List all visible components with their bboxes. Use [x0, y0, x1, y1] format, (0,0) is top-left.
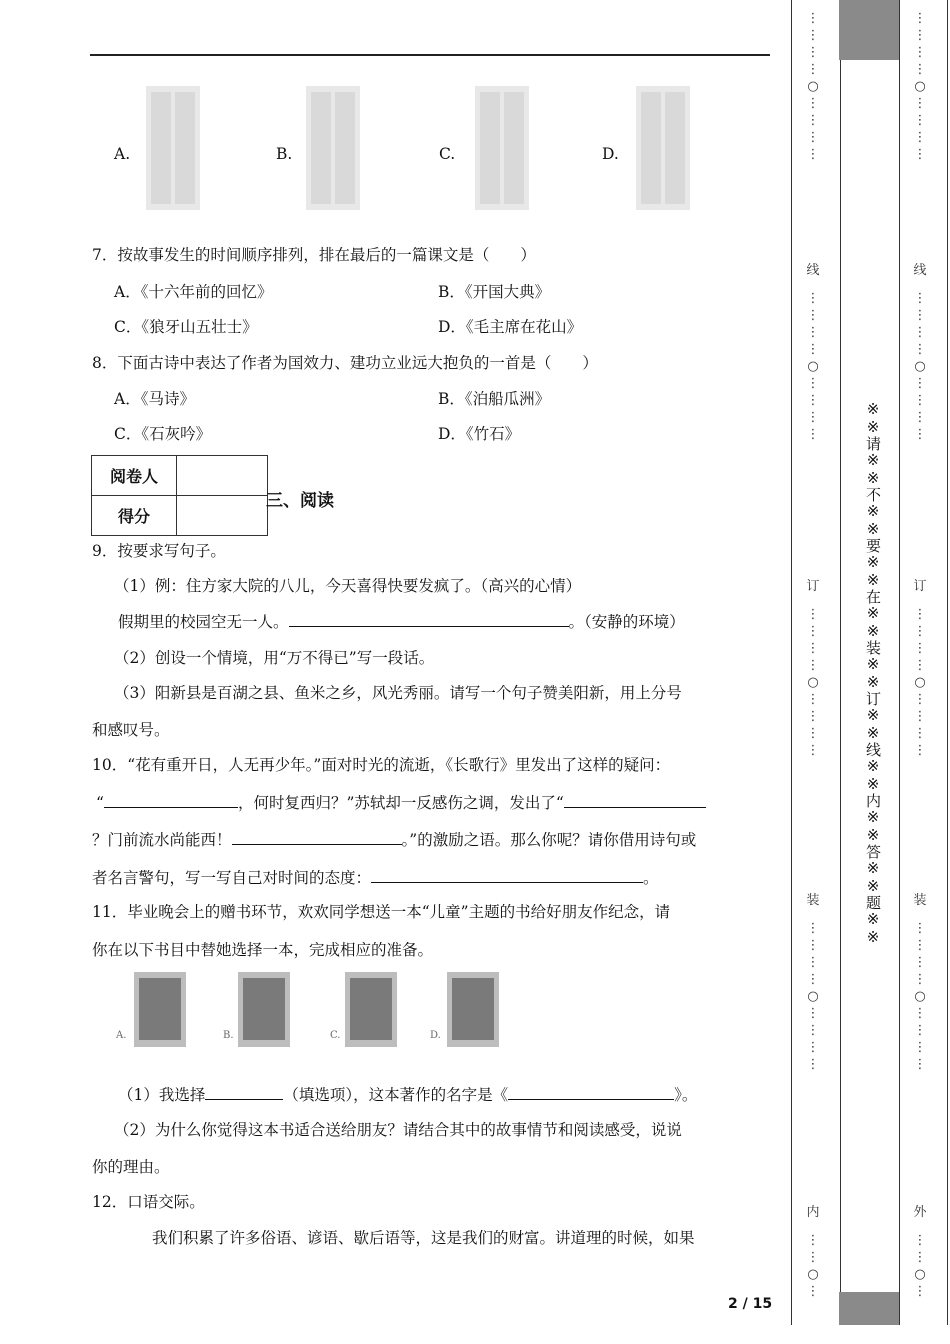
- section-title: 三、阅读: [266, 491, 334, 511]
- q7-option-a: A．《十六年前的回忆》: [114, 283, 273, 301]
- q12-paragraph: 我们积累了许多俗语、谚语、歇后语等，这是我们的财富。讲道理的时候，如果: [152, 1229, 695, 1247]
- q7-option-b: B．《开国大典》: [438, 283, 551, 301]
- q8-stem: 8．下面古诗中表达了作者为国效力、建功立业远大抱负的一首是（ ）: [92, 354, 598, 372]
- q10-quote-open: “: [96, 794, 104, 812]
- gray-cap-top: [839, 0, 899, 60]
- dots-left-5: ⋮ ⋮ ○ ⋮: [806, 1233, 820, 1299]
- gray-cap-bottom: [839, 1292, 899, 1325]
- q9-sub1-blank[interactable]: [289, 612, 569, 627]
- binding-mark-left-2: 装: [806, 893, 820, 908]
- calligraphy-image-a: [146, 86, 200, 210]
- q9-sub1-prompt: 假期里的校园空无一人。: [118, 613, 289, 631]
- dots-left-3: ⋮ ⋮ ⋮ ⋮ ○ ⋮ ⋮ ⋮ ⋮: [806, 607, 820, 758]
- book-image-c: [345, 972, 397, 1047]
- q11-part1-pre: （1）我选择: [118, 1086, 206, 1104]
- q10-line3-pre: ？门前流水尚能西！: [92, 831, 232, 849]
- q9-sub2: （2）创设一个情境，用“万不得已”写一段话。: [114, 649, 435, 667]
- book-label-c: C.: [330, 1030, 341, 1041]
- q6-option-c-label: C.: [439, 145, 456, 163]
- dots-right-5: ⋮ ⋮ ○ ⋮: [913, 1233, 927, 1299]
- q9-stem: 9．按要求写句子。: [92, 542, 226, 560]
- q11-line2: 你在以下书目中替她选择一本，完成相应的准备。: [92, 941, 434, 959]
- q10-blank4[interactable]: [371, 868, 643, 883]
- q8-option-a: A．《马诗》: [114, 390, 195, 408]
- q11-part1-post: 》。: [674, 1086, 698, 1104]
- book-image-d: [447, 972, 499, 1047]
- calligraphy-image-d: [636, 86, 690, 210]
- q8-option-b: B．《泊船瓜洲》: [438, 390, 551, 408]
- q10-blank2[interactable]: [564, 793, 706, 808]
- q11-part1-mid: （填选项），这本著作的名字是《: [283, 1086, 509, 1104]
- page-number: 2 / 15: [728, 1296, 773, 1312]
- q9-sub1-hint: 。（安静的环境）: [568, 613, 685, 631]
- q10-line3-post: 。”的激励之语。那么你呢？请你借用诗句或: [401, 831, 697, 849]
- calligraphy-image-c: [475, 86, 529, 210]
- dots-right-2: ⋮ ⋮ ⋮ ⋮ ○ ⋮ ⋮ ⋮ ⋮: [913, 291, 927, 442]
- book-image-a: [134, 972, 186, 1047]
- q11-part1: [118, 1083, 697, 1105]
- reviewer-label: 阅卷人: [92, 456, 177, 496]
- q6-option-a-label: A.: [114, 145, 131, 163]
- q9-sub1-answer-line: [118, 610, 685, 632]
- book-label-b: B.: [223, 1030, 234, 1041]
- q11-title-blank[interactable]: [508, 1085, 674, 1100]
- dots-top-left: ⋮ ⋮ ⋮ ⋮ ○ ⋮ ⋮ ⋮ ⋮: [806, 11, 820, 162]
- dots-top-right: ⋮ ⋮ ⋮ ⋮ ○ ⋮ ⋮ ⋮ ⋮: [913, 11, 927, 162]
- dots-left-2: ⋮ ⋮ ⋮ ⋮ ○ ⋮ ⋮ ⋮ ⋮: [806, 291, 820, 442]
- binding-mark-left-0: 线: [806, 263, 820, 278]
- header-rule: [90, 54, 770, 56]
- binding-mark-right-3: 外: [913, 1205, 927, 1220]
- q12-stem: 12．口语交际。: [92, 1193, 205, 1211]
- q7-stem: 7．按故事发生的时间顺序排列，排在最后的一篇课文是（ ）: [92, 246, 536, 264]
- binding-warning: ※※请※※不※※要※※在※※装※※订※※线※※内※※答※※题※※: [864, 400, 882, 946]
- q9-sub1: （1）例：住方家大院的八儿，今天喜得快要发疯了。（高兴的心情）: [114, 577, 582, 595]
- book-image-b: [238, 972, 290, 1047]
- q10-line3: [92, 828, 696, 850]
- q7-option-c: C．《狼牙山五壮士》: [114, 318, 258, 336]
- score-label: 得分: [92, 496, 177, 536]
- binding-mark-right-0: 线: [913, 263, 927, 278]
- q10-line2-text: ，何时复西归？”苏轼却一反感伤之调，发出了“: [237, 794, 564, 812]
- q7-option-d: D．《毛主席在花山》: [438, 318, 583, 336]
- q10-line1: 10．“花有重开日，人无再少年。”面对时光的流逝，《长歌行》里发出了这样的疑问：: [92, 756, 671, 774]
- q10-blank3[interactable]: [232, 830, 402, 845]
- dots-right-4: ⋮ ⋮ ⋮ ⋮ ○ ⋮ ⋮ ⋮ ⋮: [913, 921, 927, 1072]
- q10-line2: [96, 791, 706, 813]
- q10-line4-pre: 者名言警句，写一写自己对时间的态度：: [92, 869, 372, 887]
- score-table: [91, 455, 268, 536]
- binding-mark-left-1: 订: [806, 579, 820, 594]
- q8-option-d: D．《竹石》: [438, 425, 521, 443]
- q11-part2: （2）为什么你觉得这本书适合送给朋友？请结合其中的故事情节和阅读感受，说说: [114, 1121, 682, 1139]
- calligraphy-image-b: [306, 86, 360, 210]
- q6-option-b-label: B.: [276, 145, 293, 163]
- book-label-d: D.: [430, 1030, 441, 1041]
- q11-choice-blank[interactable]: [205, 1085, 283, 1100]
- q6-option-d-label: D.: [602, 145, 619, 163]
- dots-right-3: ⋮ ⋮ ⋮ ⋮ ○ ⋮ ⋮ ⋮ ⋮: [913, 607, 927, 758]
- score-cell: [177, 496, 268, 536]
- q10-line4-post: 。: [643, 869, 659, 887]
- q11-part2-cont: 你的理由。: [92, 1158, 170, 1176]
- binding-mark-left-3: 内: [806, 1205, 820, 1220]
- reviewer-cell: [177, 456, 268, 496]
- book-label-a: A.: [116, 1030, 127, 1041]
- q9-sub3: （3）阳新县是百湖之县、鱼米之乡，风光秀丽。请写一个句子赞美阳新，用上分号: [114, 684, 682, 702]
- binding-right-column: [899, 0, 948, 1325]
- q10-blank1[interactable]: [104, 793, 238, 808]
- dots-left-4: ⋮ ⋮ ⋮ ⋮ ○ ⋮ ⋮ ⋮ ⋮: [806, 921, 820, 1072]
- q10-line4: [92, 866, 659, 888]
- binding-left-column: [791, 0, 841, 1325]
- q11-line1: 11．毕业晚会上的赠书环节，欢欢同学想送一本“儿童”主题的书给好朋友作纪念，请: [92, 903, 671, 921]
- q8-option-c: C．《石灰吟》: [114, 425, 212, 443]
- binding-mark-right-1: 订: [913, 579, 927, 594]
- binding-mark-right-2: 装: [913, 893, 927, 908]
- q9-sub3-cont: 和感叹号。: [92, 721, 170, 739]
